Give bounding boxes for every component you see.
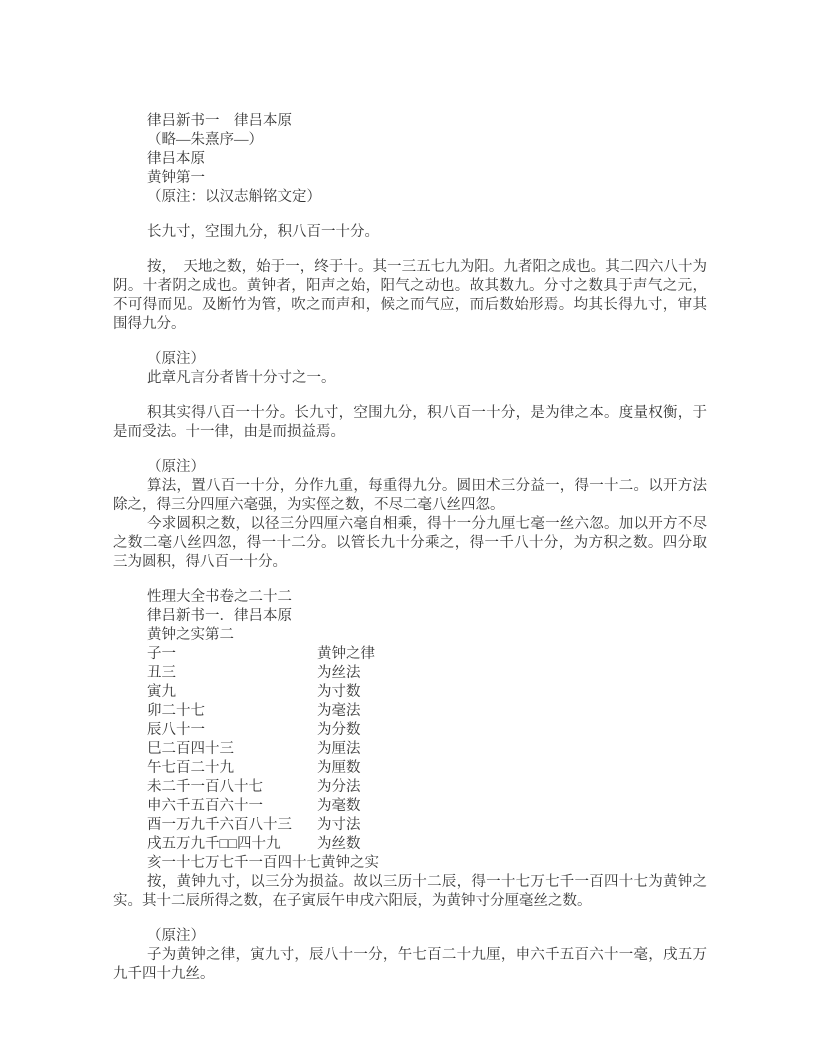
measure-line: 长九寸，空围九分，积八百一十分。 bbox=[147, 224, 379, 240]
table-cell-desc: 为分法 bbox=[317, 779, 361, 795]
table-row bbox=[113, 854, 707, 873]
table-row bbox=[113, 683, 707, 702]
spacer bbox=[113, 388, 707, 404]
table-row bbox=[113, 664, 707, 683]
title-block: （略—朱熹序—） bbox=[147, 132, 263, 148]
table-cell-desc: 为寸法 bbox=[317, 817, 361, 833]
commentary-paragraph: 按，黄钟九寸，以三分为损益。故以三历十二辰，得一十七万七千一百四十七为黄钟之实。其十二辰所得之数，在子寅辰午申戌六阳辰，为黄钟寸分厘毫丝之数。 bbox=[113, 874, 707, 909]
note-paragraph: 今求圆积之数，以径三分四厘六毫自相乘，得十一分九厘七毫一丝六忽。加以开方不尽之数二毫八丝四忽，得一十二分。以管长九十分乘之，得一千八十分，为方积之数。四分取三为圆积，得八百一十分。 bbox=[113, 516, 707, 570]
section-header-block: 黄钟之实第二 bbox=[147, 627, 234, 643]
table-row bbox=[113, 816, 707, 835]
table-cell-term: 戌五万九千□□四十九 bbox=[147, 836, 281, 852]
table-row bbox=[113, 740, 707, 759]
note-block: 此章凡言分者皆十分寸之一。 bbox=[147, 370, 336, 386]
table-row bbox=[113, 778, 707, 797]
table-row bbox=[113, 759, 707, 778]
table-cell-desc: 黄钟之律 bbox=[317, 646, 375, 662]
spacer bbox=[113, 572, 707, 588]
table-cell-desc: 为寸数 bbox=[317, 684, 361, 700]
table-cell-desc: 为分数 bbox=[317, 722, 361, 738]
note-label: （原注） bbox=[147, 459, 205, 475]
table-row bbox=[113, 702, 707, 721]
title-block: 黄钟第一 bbox=[147, 170, 205, 186]
table-cell-term: 寅九 bbox=[147, 684, 176, 700]
spacer bbox=[113, 242, 707, 258]
table-row bbox=[113, 797, 707, 816]
table-cell-desc: 为丝数 bbox=[317, 836, 361, 852]
commentary-paragraph: 按， 天地之数，始于一，终于十。其一三五七九为阳。九者阳之成也。其二四六八十为阴。十者阴之成也。黄钟者，阳声之始，阳气之动也。故其数九。分寸之数具于声气之元，不可得而见。及断竹为管，吹之而声和，候之而气应，而后数始形焉。均其长得九寸，审其围得九分。 bbox=[113, 259, 707, 332]
table-cell-desc: 为厘法 bbox=[317, 741, 361, 757]
table-row bbox=[113, 645, 707, 664]
table-cell-term: 申六千五百六十一 bbox=[147, 798, 263, 814]
note-paragraph: 算法，置八百一十分，分作九重，每重得九分。圆田术三分益一，得一十二。以开方法除之，得三分四厘六毫强，为实俓之数，不尽二毫八丝四忽。 bbox=[113, 478, 707, 513]
table-cell-term: 亥一十七万七千一百四十七 bbox=[147, 855, 321, 871]
table-cell-term: 丑三 bbox=[147, 665, 176, 681]
table-cell-term: 辰八十一 bbox=[147, 722, 205, 738]
table-cell-desc: 为丝法 bbox=[317, 665, 361, 681]
spacer bbox=[113, 334, 707, 350]
table-cell-term: 午七百二十九 bbox=[147, 760, 234, 776]
title-block: （原注：以汉志斛铭文定） bbox=[147, 189, 321, 205]
table-cell-term: 卯二十七 bbox=[147, 703, 205, 719]
table-row bbox=[113, 835, 707, 854]
section-header-block: 性理大全书卷之二十二 bbox=[147, 589, 292, 605]
title-block: 律吕本原 bbox=[147, 151, 205, 167]
table-cell-term: 巳二百四十三 bbox=[147, 741, 234, 757]
body-paragraph: 积其实得八百一十分。长九寸，空围九分，积八百一十分，是为律之本。度量权衡，于是而受法。十一律，由是而损益焉。 bbox=[113, 405, 707, 440]
spacer bbox=[113, 442, 707, 458]
section-header-block: 律吕新书一．律吕本原 bbox=[147, 608, 292, 624]
note-block: （原注） bbox=[147, 351, 205, 367]
table-cell-desc: 黄钟之实 bbox=[321, 855, 379, 871]
table-cell-term: 未二千一百八十七 bbox=[147, 779, 263, 795]
table-cell-term: 子一 bbox=[147, 646, 176, 662]
document-content bbox=[113, 112, 707, 984]
spacer bbox=[113, 911, 707, 927]
table-cell-desc: 为毫法 bbox=[317, 703, 361, 719]
title-block: 律吕新书一 律吕本原 bbox=[147, 113, 292, 129]
table-row bbox=[113, 721, 707, 740]
table-cell-desc: 为厘数 bbox=[317, 760, 361, 776]
table-cell-term: 酉一万九千六百八十三 bbox=[147, 817, 292, 833]
table-cell-desc: 为毫数 bbox=[317, 798, 361, 814]
note-paragraph: 子为黄钟之律，寅九寸，辰八十一分，午七百二十九厘，申六千五百六十一毫，戌五万九千四十九丝。 bbox=[113, 947, 707, 982]
spacer bbox=[113, 207, 707, 223]
note-label: （原注） bbox=[147, 928, 205, 944]
